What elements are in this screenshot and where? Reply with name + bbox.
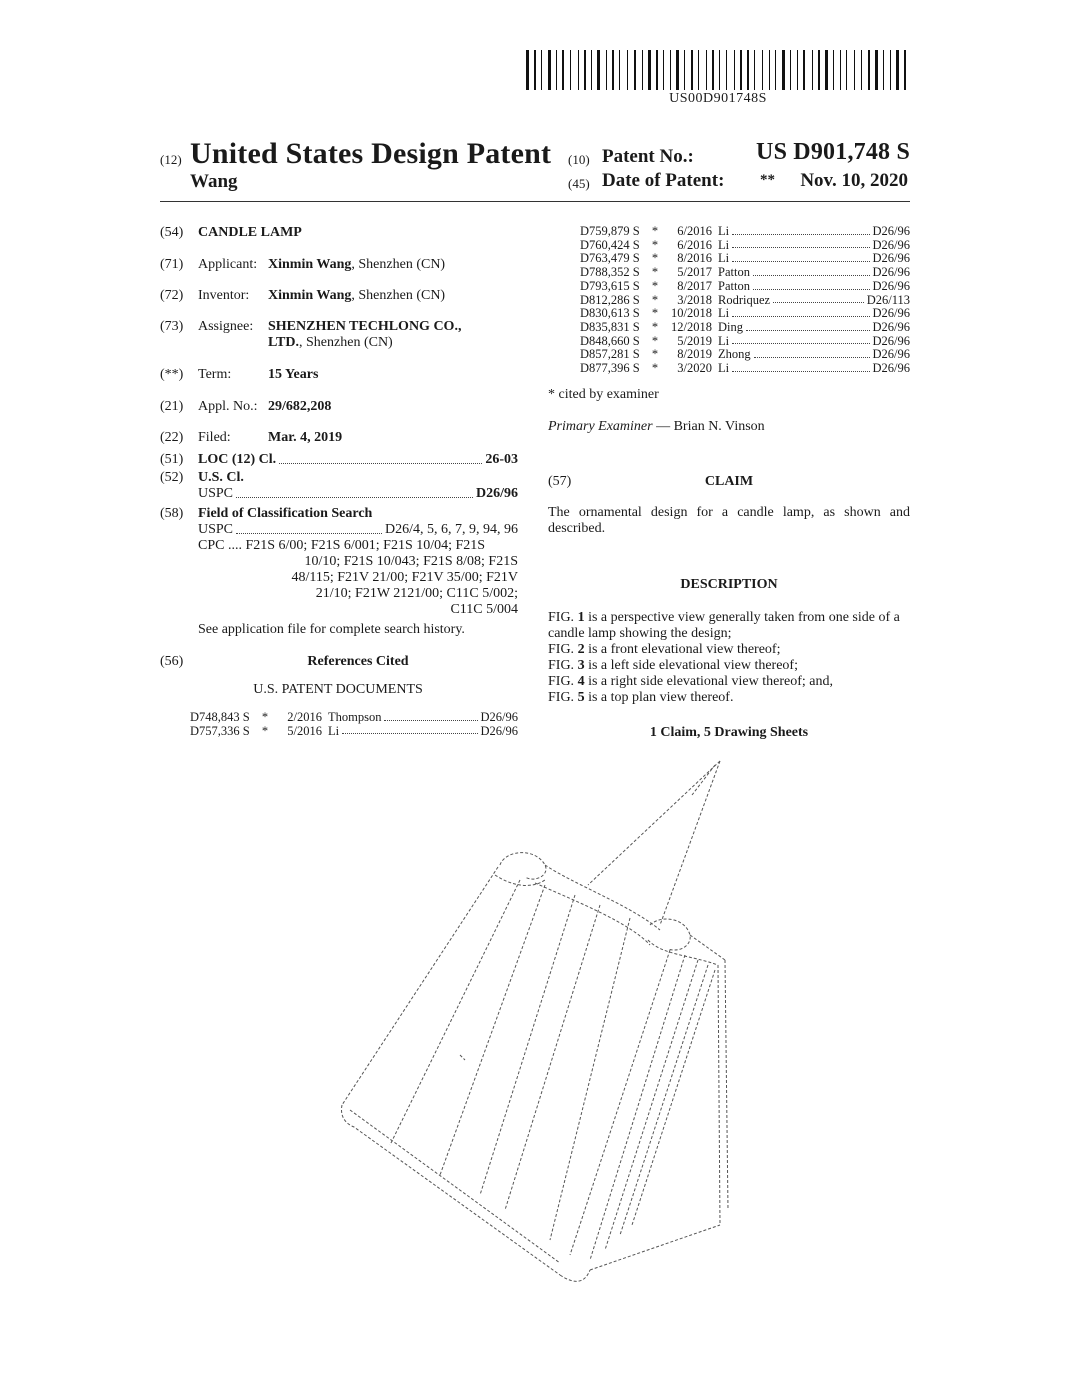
barcode-bar	[793, 50, 795, 90]
barcode-bar	[883, 50, 884, 90]
reference-row	[190, 711, 518, 725]
examiner-label: Primary Examiner	[548, 419, 653, 434]
barcode-bar	[548, 50, 551, 90]
barcode-bar	[754, 50, 755, 90]
fig-prefix: FIG.	[548, 690, 578, 705]
barcode-bar	[642, 50, 643, 90]
ref-class: D26/96	[872, 237, 910, 252]
ref-date: 8/2019	[677, 347, 712, 362]
candle-lamp-figure	[330, 755, 750, 1295]
term-value: 15 Years	[268, 367, 319, 382]
ref-date: 5/2016	[287, 723, 322, 738]
barcode-bar	[840, 50, 841, 90]
date-mark: **	[760, 172, 775, 188]
barcode-bar	[719, 50, 720, 90]
barcode-bar	[556, 50, 557, 90]
loc-class-row	[198, 452, 518, 468]
figure-description	[548, 642, 912, 658]
barcode-bar	[747, 50, 749, 90]
ref-date: 5/2017	[677, 265, 712, 280]
barcode-bar	[890, 50, 891, 90]
fig-text: is a top plan view thereof.	[584, 690, 734, 705]
figure-description	[548, 658, 912, 674]
ref-class: D26/96	[872, 306, 910, 321]
code-22: (22)	[160, 430, 184, 445]
patent-no-label: Patent No.:	[602, 146, 694, 167]
figure-description	[548, 674, 912, 690]
ref-date: 6/2016	[677, 224, 712, 238]
ref-star: *	[651, 278, 659, 293]
barcode-bar	[787, 50, 788, 90]
cpc-line: CPC .... F21S 6/00; F21S 6/001; F21S 10/04; F21S	[198, 538, 486, 553]
barcode-bar	[638, 50, 639, 90]
reference-row	[580, 294, 910, 308]
applicant-value	[268, 257, 445, 273]
ref-number: D857,281 S	[580, 347, 640, 362]
barcode-bar	[782, 50, 785, 90]
right-references-list	[580, 225, 910, 376]
fig-prefix: FIG.	[548, 610, 578, 625]
cpc-block	[198, 538, 518, 618]
ref-class: D26/96	[872, 224, 910, 238]
barcode-bar	[833, 50, 834, 90]
fig-text: is a front elevational view thereof;	[584, 642, 781, 657]
ref-name: Li	[718, 361, 730, 376]
ref-number: D848,660 S	[580, 333, 640, 348]
field-uspc-label: USPC	[198, 522, 234, 537]
ref-class: D26/96	[872, 319, 910, 334]
reference-row	[580, 266, 910, 280]
barcode-bar	[534, 50, 536, 90]
body-right-edge	[718, 965, 720, 1225]
barcode-bar	[775, 50, 776, 90]
barcode-bar	[597, 50, 600, 90]
barcode-bar	[656, 50, 658, 90]
applicant-label: Applicant:	[198, 257, 258, 272]
barcode-bar	[531, 50, 532, 90]
ref-number: D835,831 S	[580, 319, 640, 334]
applicant-location: , Shenzhen (CN)	[351, 257, 446, 272]
barcode-bar	[695, 50, 696, 90]
ref-star: *	[651, 319, 659, 334]
barcode-bar	[681, 50, 682, 90]
barcode-bar	[584, 50, 586, 90]
reference-row	[580, 225, 910, 239]
ref-star: *	[651, 306, 659, 321]
inventor-location: , Shenzhen (CN)	[351, 288, 446, 303]
cap-right	[650, 919, 690, 950]
barcode-bar	[729, 50, 732, 90]
ref-name: Thompson	[328, 710, 382, 724]
barcode-bar	[893, 50, 894, 90]
barcode-bar	[660, 50, 661, 90]
fig-number: 5	[577, 690, 585, 705]
assignee-label: Assignee:	[198, 319, 254, 334]
ref-date: 3/2020	[677, 361, 712, 376]
ref-star: *	[261, 723, 269, 738]
barcode-bar	[861, 50, 862, 90]
barcode-bar	[765, 50, 767, 90]
ref-star: *	[651, 265, 659, 280]
barcode-bar	[807, 50, 810, 90]
cap-left	[500, 853, 546, 879]
ref-star: *	[651, 333, 659, 348]
body-left-edge	[342, 867, 498, 1105]
ref-number: D812,286 S	[580, 292, 640, 307]
assignee-line2	[268, 335, 393, 351]
ref-number: D830,613 S	[580, 306, 640, 321]
ref-number: D788,352 S	[580, 265, 640, 280]
ref-date: 12/2018	[671, 319, 712, 334]
barcode-bar	[648, 50, 651, 90]
barcode-bar	[712, 50, 714, 90]
barcode-bar	[854, 50, 855, 90]
code-45: (45)	[568, 176, 590, 191]
barcode-bar	[666, 50, 668, 90]
ref-date: 3/2018	[677, 292, 712, 307]
barcode-bar	[843, 50, 844, 90]
code-52: (52)	[160, 470, 184, 485]
code-term: (**)	[160, 367, 184, 382]
filed-label: Filed:	[198, 430, 231, 445]
barcode-bar	[803, 50, 805, 90]
barcode-bar	[698, 50, 699, 90]
ref-name: Patton	[718, 265, 750, 280]
barcode-bar	[875, 50, 878, 90]
barcode-bar	[602, 50, 604, 90]
fig-prefix: FIG.	[548, 642, 578, 657]
barcode-bar	[627, 50, 628, 90]
cpc-line: C11C 5/004	[450, 602, 518, 617]
ref-class: D26/96	[872, 278, 910, 293]
barcode-bar	[673, 50, 674, 90]
barcode-bar	[559, 50, 560, 90]
barcode-bar	[581, 50, 582, 90]
claims-sheets: 1 Claim, 5 Drawing Sheets	[649, 725, 809, 740]
ref-date: 6/2016	[677, 237, 712, 252]
code-72: (72)	[160, 288, 184, 303]
barcode-bar	[880, 50, 881, 90]
barcode-bar	[726, 50, 727, 90]
barcode-bar	[744, 50, 745, 90]
appl-no-label: Appl. No.:	[198, 399, 258, 414]
fig-text: is a left side elevational view thereof;	[584, 658, 798, 673]
barcode-bar	[701, 50, 704, 90]
barcode-bar	[663, 50, 664, 90]
ref-number: D877,396 S	[580, 361, 640, 376]
applicant-name: Xinmin Wang	[268, 257, 352, 272]
fig-prefix: FIG.	[548, 674, 578, 689]
barcode-bar	[544, 50, 546, 90]
reference-row	[580, 335, 910, 349]
cpc-line: 48/115; F21V 21/00; F21V 35/00; F21V	[291, 570, 518, 585]
code-58: (58)	[160, 506, 184, 521]
barcode-bar	[588, 50, 589, 90]
inventor-surname: Wang	[190, 171, 238, 192]
reference-row	[580, 321, 910, 335]
us-patent-documents-heading: U.S. PATENT DOCUMENTS	[253, 682, 423, 697]
ref-class: D26/96	[480, 723, 518, 738]
claim-text: The ornamental design for a candle lamp, as shown and described.	[548, 505, 910, 536]
ref-name: Li	[718, 333, 730, 348]
assignee-line1: SHENZHEN TECHLONG CO.,	[268, 319, 462, 334]
appl-no-value: 29/682,208	[268, 399, 332, 414]
loc-value: 26-03	[485, 452, 518, 467]
code-12: (12)	[160, 152, 182, 167]
barcode-bar	[709, 50, 710, 90]
barcode-bar	[886, 50, 888, 90]
inventor-name: Xinmin Wang	[268, 288, 352, 303]
inventor-value	[268, 288, 445, 304]
barcode-bar	[797, 50, 798, 90]
barcode-bar	[825, 50, 828, 90]
barcode-bar	[630, 50, 632, 90]
barcode-bar	[645, 50, 646, 90]
field-uspc-row	[198, 522, 518, 538]
barcode-bar	[822, 50, 823, 90]
ref-name: Patton	[718, 278, 750, 293]
barcode-bar	[790, 50, 791, 90]
fig-text: is a right side elevational view thereof; and,	[584, 674, 833, 689]
loc-label: LOC (12) Cl.	[198, 452, 277, 467]
inventor-label: Inventor:	[198, 288, 250, 303]
barcode-bar	[849, 50, 852, 90]
ref-star: *	[651, 237, 659, 252]
barcode-bar	[762, 50, 763, 90]
barcode-bar	[908, 50, 909, 90]
ref-class: D26/96	[872, 251, 910, 266]
code-57: (57)	[548, 474, 572, 489]
reference-row	[190, 725, 518, 739]
ref-number: D793,615 S	[580, 278, 640, 293]
ref-date: 10/2018	[671, 306, 712, 321]
figure-descriptions	[548, 610, 912, 706]
code-71: (71)	[160, 257, 184, 272]
ref-name: Ding	[718, 319, 743, 334]
ref-star: *	[651, 292, 659, 307]
reference-row	[580, 348, 910, 362]
ref-class: D26/96	[872, 347, 910, 362]
barcode-bar	[800, 50, 801, 90]
fig-number: 4	[577, 674, 585, 689]
title-field: CANDLE LAMP	[198, 225, 302, 240]
barcode-bar	[751, 50, 752, 90]
barcode-bar	[896, 50, 899, 90]
ref-name: Rodriquez	[718, 292, 771, 307]
barcode-bar	[538, 50, 539, 90]
fig-number: 3	[577, 658, 585, 673]
barcode-bar	[757, 50, 760, 90]
ref-class: D26/96	[872, 361, 910, 376]
reference-row	[580, 252, 910, 266]
ref-name: Li	[718, 224, 730, 238]
barcode-bar	[606, 50, 607, 90]
barcode-bar	[815, 50, 816, 90]
barcode-bar	[868, 50, 870, 90]
uspc-value: D26/96	[476, 486, 518, 501]
cpc-line: 10/10; F21S 10/043; F21S 8/08; F21S	[304, 554, 518, 569]
examiner-name: — Brian N. Vinson	[652, 419, 765, 434]
barcode-bar	[562, 50, 564, 90]
ref-number: D757,336 S	[190, 723, 250, 738]
ref-number: D759,879 S	[580, 224, 640, 238]
fig-number: 1	[577, 610, 585, 625]
barcode-bar	[716, 50, 717, 90]
ref-number: D748,843 S	[190, 710, 250, 724]
barcode-bar	[619, 50, 620, 90]
barcode-bar	[872, 50, 873, 90]
reference-row	[580, 307, 910, 321]
ref-class: D26/113	[866, 292, 910, 307]
stake-right-edge	[660, 761, 720, 925]
barcode-bar	[578, 50, 579, 90]
ref-class: D26/96	[872, 265, 910, 280]
barcode-text: US00D901748S	[669, 91, 767, 106]
code-21: (21)	[160, 399, 184, 414]
ref-date: 8/2017	[677, 278, 712, 293]
uspc-row	[198, 486, 518, 502]
cited-by-examiner: * cited by examiner	[548, 387, 659, 402]
barcode-bar	[740, 50, 742, 90]
barcode-bar	[687, 50, 689, 90]
fig-text: is a perspective view generally taken from one side of a candle lamp showing the design;	[548, 610, 900, 641]
barcode-bar	[737, 50, 738, 90]
field-search-label: Field of Classification Search	[198, 506, 373, 521]
patent-date: Nov. 10, 2020	[800, 170, 908, 191]
ref-date: 2/2016	[287, 710, 322, 724]
barcode-bar	[857, 50, 859, 90]
ref-star: *	[261, 710, 269, 724]
barcode-bar	[634, 50, 636, 90]
barcode-bar	[772, 50, 773, 90]
barcode-bar	[818, 50, 820, 90]
barcode-bar	[846, 50, 847, 90]
reference-row	[580, 362, 910, 376]
figure-description	[548, 690, 912, 706]
barcode-bar	[541, 50, 542, 90]
barcode-bar	[864, 50, 865, 90]
ref-name: Li	[328, 723, 340, 738]
barcode-bar	[591, 50, 592, 90]
us-cl-label: U.S. Cl.	[198, 470, 244, 485]
patent-number: US D901,748 S	[756, 139, 910, 165]
barcode-bar	[706, 50, 707, 90]
filed-value: Mar. 4, 2019	[268, 430, 343, 445]
barcode-bar	[622, 50, 625, 90]
description-heading: DESCRIPTION	[680, 577, 778, 592]
barcode-bar	[778, 50, 780, 90]
stake-left-edge	[588, 761, 720, 885]
barcode-bar	[812, 50, 813, 90]
fig-prefix: FIG.	[548, 658, 578, 673]
barcode-bar	[616, 50, 617, 90]
field-uspc-value: D26/4, 5, 6, 7, 9, 94, 96	[385, 522, 518, 537]
barcode	[526, 50, 910, 90]
code-54: (54)	[160, 225, 184, 240]
date-label: Date of Patent:	[602, 170, 725, 191]
assignee-ltd: LTD.	[268, 335, 300, 350]
ref-date: 8/2016	[677, 251, 712, 266]
document-title: United States Design Patent	[190, 137, 552, 170]
ref-name: Li	[718, 306, 730, 321]
ref-class: D26/96	[872, 333, 910, 348]
ref-date: 5/2019	[677, 333, 712, 348]
ref-number: D763,479 S	[580, 251, 640, 266]
barcode-bar	[722, 50, 724, 90]
barcode-bar	[570, 50, 571, 90]
barcode-bar	[594, 50, 595, 90]
barcode-bar	[566, 50, 568, 90]
barcode-bar	[769, 50, 770, 90]
ref-star: *	[651, 347, 659, 362]
barcode-bar	[734, 50, 735, 90]
barcode-bar	[901, 50, 902, 90]
barcode-bar	[670, 50, 671, 90]
search-history-note: See application file for complete search history.	[198, 622, 465, 637]
code-56: (56)	[160, 654, 184, 669]
stake-tip	[692, 765, 715, 795]
barcode-bar	[609, 50, 610, 90]
header-rule	[160, 201, 910, 202]
ref-star: *	[651, 251, 659, 266]
barcode-bar	[904, 50, 906, 90]
ref-name: Li	[718, 237, 730, 252]
barcode-bar	[612, 50, 614, 90]
figure-description	[548, 610, 912, 642]
ref-class: D26/96	[480, 710, 518, 724]
code-10: (10)	[568, 152, 590, 167]
code-51: (51)	[160, 452, 184, 467]
left-references-list	[190, 711, 518, 738]
reference-row	[580, 280, 910, 294]
assignee-location: , Shenzhen (CN)	[299, 335, 393, 350]
fig-number: 2	[577, 642, 585, 657]
ref-name: Zhong	[718, 347, 751, 362]
ref-star: *	[651, 224, 659, 238]
barcode-bar	[526, 50, 529, 90]
uspc-label: USPC	[198, 486, 234, 501]
reference-row	[580, 239, 910, 253]
barcode-bar	[553, 50, 554, 90]
barcode-bar	[684, 50, 685, 90]
code-73: (73)	[160, 319, 184, 334]
primary-examiner	[548, 419, 765, 435]
barcode-bar	[573, 50, 576, 90]
barcode-bar	[691, 50, 693, 90]
barcode-bar	[676, 50, 679, 90]
claim-heading: CLAIM	[704, 474, 754, 489]
ref-star: *	[651, 361, 659, 376]
references-heading: References Cited	[307, 654, 409, 669]
barcode-bar	[830, 50, 831, 90]
barcode-bar	[653, 50, 654, 90]
ref-name: Li	[718, 251, 730, 266]
term-label: Term:	[198, 367, 232, 382]
cpc-line: 21/10; F21W 2121/00; C11C 5/002;	[315, 586, 518, 601]
ref-number: D760,424 S	[580, 237, 640, 252]
barcode-bar	[836, 50, 838, 90]
